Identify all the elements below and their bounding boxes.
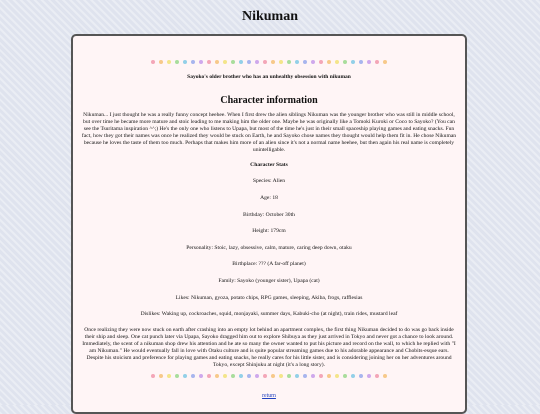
divider-dot bbox=[271, 60, 275, 64]
divider-dot bbox=[167, 60, 171, 64]
dot-divider-bottom bbox=[81, 372, 457, 380]
stat-birthplace: Birthplace: ??? (A far-off planet) bbox=[232, 261, 306, 268]
divider-dot bbox=[319, 374, 323, 378]
divider-dot bbox=[191, 374, 195, 378]
divider-dot bbox=[247, 60, 251, 64]
divider-dot bbox=[311, 374, 315, 378]
divider-dot bbox=[231, 374, 235, 378]
stats-list bbox=[81, 178, 457, 318]
divider-dot bbox=[215, 374, 219, 378]
divider-dot bbox=[199, 60, 203, 64]
divider-dot bbox=[223, 374, 227, 378]
intro-paragraph: Nikuman... I just thought he was a really funny concept heehee. When I first drew the alien siblings Nikuman was the younger brother who was still in middle school, but over time he became more mature and stoic leading to me making him the older one. Maybe he was originally like a Tomoki Kuroki or Coco to Sayoko? (You can see the Tsuritama inspiration ^^;) He's the only one who listens to Upapa, but most of the time he's just in their small spaceship playing games and eating snacks. Fun fact, how they got their names was once he realized they would be stuck on Earth, he and Sayoko chose names they thought would help them fit in. He chose Nikuman because he loves the taste of them too much. Perhaps that makes him more of an alien since it's not a normal name heehee, but then again his real name is completely unintelligable. bbox=[81, 112, 457, 153]
stats-title: Character Stats bbox=[250, 162, 288, 169]
divider-dot bbox=[207, 374, 211, 378]
divider-dot bbox=[255, 374, 259, 378]
divider-dot bbox=[207, 60, 211, 64]
divider-dot bbox=[367, 374, 371, 378]
stat-age: Age: 18 bbox=[260, 195, 278, 202]
divider-dot bbox=[175, 60, 179, 64]
stat-species: Species: Alien bbox=[252, 178, 286, 185]
divider-dot bbox=[239, 374, 243, 378]
stat-family: Family: Sayoko (younger sister), Upapa (cat) bbox=[218, 278, 320, 284]
character-tagline: Sayoko's older brother who has an unhealthy obsession with nikuman bbox=[187, 74, 351, 80]
character-card bbox=[71, 34, 467, 414]
divider-dot bbox=[159, 60, 163, 64]
divider-dot bbox=[247, 374, 251, 378]
divider-dot bbox=[335, 374, 339, 378]
divider-dot bbox=[191, 60, 195, 64]
stat-dislikes: Dislikes: Waking up, cockroaches, squid, monjayaki, summer days, Kabuki-cho (at night), train rides, mustard leaf bbox=[140, 311, 398, 318]
divider-dot bbox=[375, 374, 379, 378]
divider-dot bbox=[279, 60, 283, 64]
divider-dot bbox=[215, 60, 219, 64]
divider-dot bbox=[263, 374, 267, 378]
divider-dot bbox=[319, 60, 323, 64]
divider-dot bbox=[343, 60, 347, 64]
divider-dot bbox=[343, 374, 347, 378]
divider-dot bbox=[223, 60, 227, 64]
divider-dot bbox=[359, 60, 363, 64]
divider-dot bbox=[151, 374, 155, 378]
section-title: Character information bbox=[220, 95, 318, 106]
divider-dot bbox=[199, 374, 203, 378]
divider-dot bbox=[327, 60, 331, 64]
stat-likes: Likes: Nikuman, gyoza, potato chips, RPG games, sleeping, Akiba, frogs, rafflesias bbox=[175, 294, 363, 301]
divider-dot bbox=[351, 60, 355, 64]
dot-divider-top bbox=[81, 58, 457, 66]
divider-dot bbox=[327, 374, 331, 378]
story-paragraph: Once realizing they were now stuck on earth after crashing into an empty lot behind an apartment complex, the first thing Nikuman decided to do was go back inside their ship and sleep. One cat punch later via Upapa, Sayoko dragged him out to explore Shibuya as they just arrived in Tokyo and never got a chance to look around. Immediately, the scent of a nikuman shop drew his attention and he ate so many the owner wanted to put his picture and record on the wall, to which he replied with "I am Nikuman." He would eventually fall in love with Otaku culture and is quite popular streaming games due to his adorable appearance and Chobits-esque ears. Despite his stoicism and preference for playing games and eating snacks, he really cares for his little sister, and is considering joining her on her adventures around Tokyo, except Shinjuku at night (it's a long story). bbox=[82, 327, 456, 368]
divider-dot bbox=[367, 60, 371, 64]
page-title: Nikuman bbox=[241, 9, 299, 24]
divider-dot bbox=[383, 374, 387, 378]
divider-dot bbox=[255, 60, 259, 64]
divider-dot bbox=[231, 60, 235, 64]
divider-dot bbox=[287, 374, 291, 378]
divider-dot bbox=[383, 60, 387, 64]
divider-dot bbox=[311, 60, 315, 64]
divider-dot bbox=[351, 374, 355, 378]
stat-birthday: Birthday: October 30th bbox=[243, 211, 295, 218]
divider-dot bbox=[239, 60, 243, 64]
divider-dot bbox=[359, 374, 363, 378]
stat-height: Height: 179cm bbox=[252, 228, 286, 235]
divider-dot bbox=[303, 60, 307, 64]
divider-dot bbox=[183, 60, 187, 64]
divider-dot bbox=[375, 60, 379, 64]
divider-dot bbox=[271, 374, 275, 378]
divider-dot bbox=[159, 374, 163, 378]
divider-dot bbox=[263, 60, 267, 64]
divider-dot bbox=[279, 374, 283, 378]
stat-personality: Personality: Stoic, lazy, obsessive, calm, mature, caring deep down, otaku bbox=[186, 244, 352, 251]
divider-dot bbox=[183, 374, 187, 378]
divider-dot bbox=[175, 374, 179, 378]
return-link[interactable]: return bbox=[262, 392, 276, 399]
divider-dot bbox=[295, 374, 299, 378]
divider-dot bbox=[295, 60, 299, 64]
divider-dot bbox=[303, 374, 307, 378]
divider-dot bbox=[151, 60, 155, 64]
divider-dot bbox=[287, 60, 291, 64]
divider-dot bbox=[167, 374, 171, 378]
divider-dot bbox=[335, 60, 339, 64]
